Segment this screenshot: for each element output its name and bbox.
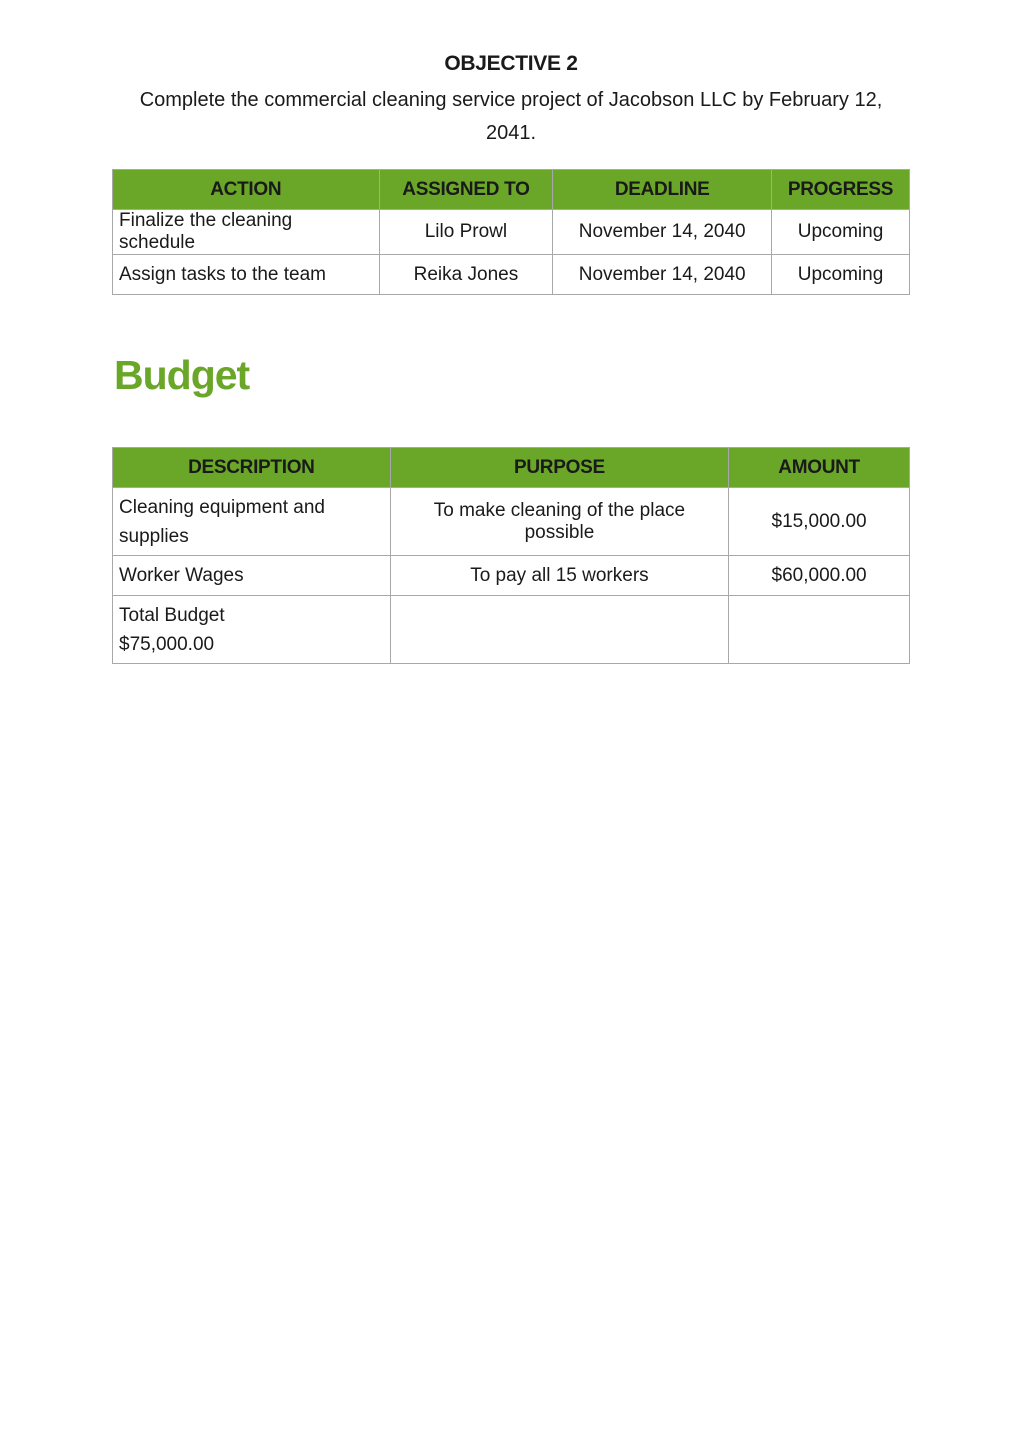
header-progress: PROGRESS	[772, 170, 910, 210]
description-cell: Cleaning equipment and supplies	[113, 488, 391, 556]
objective-title: OBJECTIVE 2	[444, 52, 578, 75]
assignee-cell: Lilo Prowl	[379, 210, 553, 255]
objective-description: Complete the commercial cleaning service project of Jacobson LLC by February 12, 2041.	[139, 89, 883, 144]
total-row	[113, 596, 910, 664]
table-row	[113, 488, 910, 556]
header-purpose: PURPOSE	[390, 448, 728, 488]
deadline-cell: November 14, 2040	[553, 210, 772, 255]
purpose-cell: To make cleaning of the place possible	[390, 488, 728, 556]
budget-table	[112, 447, 910, 664]
total-cell	[113, 596, 391, 664]
budget-heading: Budget	[114, 352, 250, 398]
amount-cell: $15,000.00	[729, 488, 910, 556]
action-cell: Assign tasks to the team	[113, 255, 380, 295]
empty-cell	[390, 596, 728, 664]
description-cell: Worker Wages	[113, 556, 391, 596]
total-value: $75,000.00	[119, 633, 215, 655]
table-row	[113, 210, 910, 255]
header-deadline: DEADLINE	[553, 170, 772, 210]
amount-cell: $60,000.00	[729, 556, 910, 596]
deadline-cell: November 14, 2040	[553, 255, 772, 295]
header-assigned-to: ASSIGNED TO	[379, 170, 553, 210]
table-header-row	[113, 170, 910, 210]
header-action: ACTION	[113, 170, 380, 210]
assignee-cell: Reika Jones	[379, 255, 553, 295]
action-cell: Finalize the cleaning schedule	[113, 210, 380, 255]
actions-table	[112, 169, 910, 295]
header-description: DESCRIPTION	[113, 448, 391, 488]
empty-cell	[729, 596, 910, 664]
table-row	[113, 255, 910, 295]
purpose-cell: To pay all 15 workers	[390, 556, 728, 596]
progress-cell: Upcoming	[772, 255, 910, 295]
progress-cell: Upcoming	[772, 210, 910, 255]
table-header-row	[113, 448, 910, 488]
header-amount: AMOUNT	[729, 448, 910, 488]
table-row	[113, 556, 910, 596]
total-label: Total Budget	[119, 604, 225, 626]
